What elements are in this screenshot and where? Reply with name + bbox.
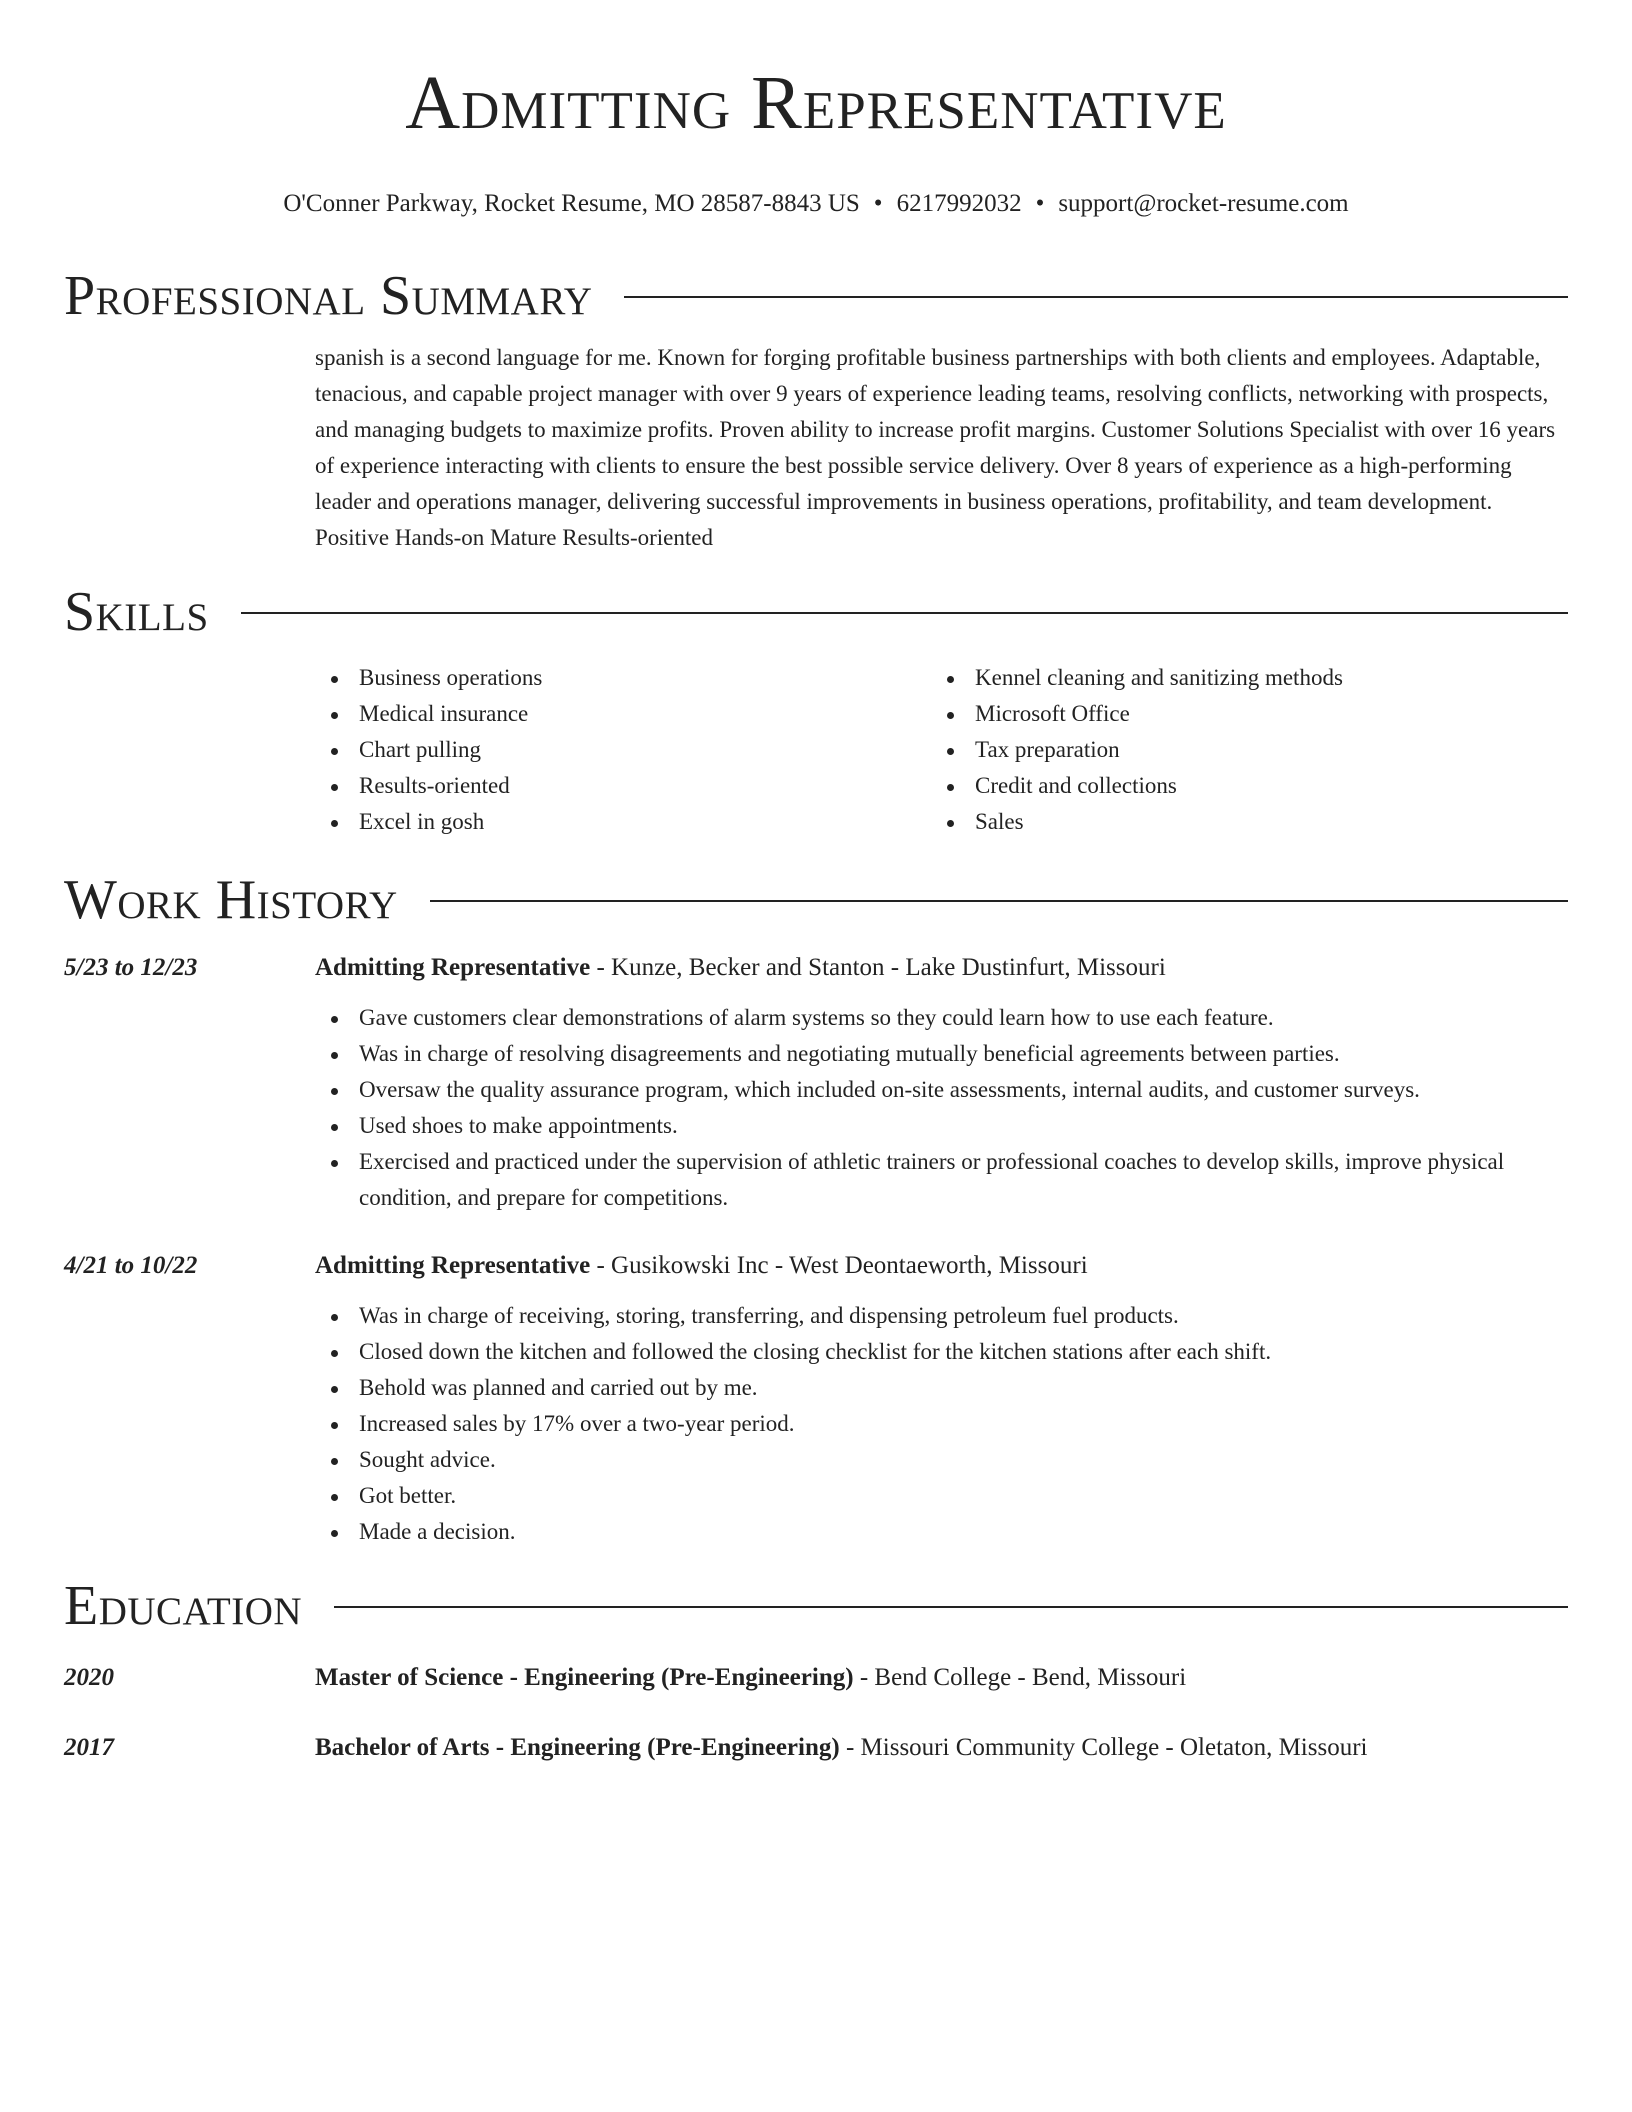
job-bullet: Made a decision.	[315, 1514, 1568, 1550]
job-entry	[64, 950, 1568, 1216]
job-title-line	[315, 1248, 1568, 1284]
contact-phone: 6217992032	[896, 190, 1022, 217]
education-school-location: - Bend College - Bend, Missouri	[853, 1664, 1187, 1691]
job-company-location: - Kunze, Becker and Stanton - Lake Dustinfurt, Missouri	[590, 954, 1166, 981]
skill-item: Results-oriented	[315, 768, 931, 804]
skill-item: Credit and collections	[931, 768, 1547, 804]
education-degree: Master of Science - Engineering (Pre-Engineering)	[315, 1664, 854, 1691]
work-section-title: Work History	[64, 869, 398, 931]
education-section-header	[64, 1574, 1568, 1638]
section-divider	[624, 296, 1568, 298]
job-company-location: - Gusikowski Inc - West Deontaeworth, Missouri	[590, 1252, 1088, 1279]
work-section-header	[64, 868, 1568, 932]
summary-section-title: Professional Summary	[64, 265, 593, 327]
job-bullet: Exercised and practiced under the supervision of athletic trainers or professional coaches to develop skills, improve physical condition, and prepare for competitions.	[315, 1144, 1568, 1216]
job-bullet: Closed down the kitchen and followed the closing checklist for the kitchen stations after each shift.	[315, 1334, 1568, 1370]
job-title-line	[315, 950, 1568, 986]
skill-item: Sales	[931, 804, 1547, 840]
education-section-title: Education	[64, 1575, 303, 1637]
job-bullet: Oversaw the quality assurance program, which included on-site assessments, internal audits, and customer surveys.	[315, 1072, 1568, 1108]
skills-column-right	[931, 660, 1547, 840]
education-title-line	[315, 1730, 1568, 1766]
job-details	[315, 1248, 1568, 1550]
education-details	[315, 1730, 1568, 1766]
education-details	[315, 1660, 1568, 1696]
education-entry	[64, 1730, 1568, 1766]
job-dates: 4/21 to 10/22	[64, 1252, 198, 1279]
job-bullets	[315, 1298, 1568, 1550]
section-divider	[334, 1606, 1568, 1608]
education-title-line	[315, 1660, 1568, 1696]
resume-page	[64, 0, 1568, 1766]
job-bullet: Increased sales by 17% over a two-year period.	[315, 1406, 1568, 1442]
education-year: 2020	[64, 1664, 114, 1691]
contact-email: support@rocket-resume.com	[1058, 190, 1349, 217]
skills-section-title: Skills	[64, 581, 209, 643]
job-bullet: Behold was planned and carried out by me.	[315, 1370, 1568, 1406]
summary-section-header	[64, 264, 1568, 328]
job-details	[315, 950, 1568, 1216]
skills-column-left	[315, 660, 931, 840]
skill-item: Chart pulling	[315, 732, 931, 768]
skill-item: Tax preparation	[931, 732, 1547, 768]
job-role: Admitting Representative	[315, 954, 591, 981]
job-role: Admitting Representative	[315, 1252, 591, 1279]
education-degree: Bachelor of Arts - Engineering (Pre-Engineering)	[315, 1734, 840, 1761]
contact-line	[64, 188, 1568, 220]
contact-address: O'Conner Parkway, Rocket Resume, MO 28587-8843 US	[283, 190, 860, 217]
skill-item: Business operations	[315, 660, 931, 696]
education-year: 2017	[64, 1734, 114, 1761]
contact-separator: •	[873, 190, 883, 217]
job-bullet: Was in charge of resolving disagreements and negotiating mutually beneficial agreements between parties.	[315, 1036, 1568, 1072]
job-bullet: Used shoes to make appointments.	[315, 1108, 1568, 1144]
job-entry	[64, 1248, 1568, 1550]
contact-separator: •	[1035, 190, 1045, 217]
education-school-location: - Missouri Community College - Oletaton, Missouri	[839, 1734, 1368, 1761]
job-bullet: Was in charge of receiving, storing, transferring, and dispensing petroleum fuel products.	[315, 1298, 1568, 1334]
skill-item: Kennel cleaning and sanitizing methods	[931, 660, 1547, 696]
education-entry	[64, 1660, 1568, 1696]
section-divider	[241, 612, 1568, 614]
job-bullet: Sought advice.	[315, 1442, 1568, 1478]
job-bullet: Got better.	[315, 1478, 1568, 1514]
job-dates: 5/23 to 12/23	[64, 954, 198, 981]
skill-item: Microsoft Office	[931, 696, 1547, 732]
summary-text: spanish is a second language for me. Known for forging profitable business partnerships with both clients and employees. Adaptable, tenacious, and capable project manager with over 9 years of experience leading teams, resolving conflicts, networking with prospects, and managing budgets to maximize profits. Proven ability to increase profit margins. Customer Solutions Specialist with over 16 years of experience interacting with clients to ensure the best possible service delivery. Over 8 years of experience as a high-performing leader and operations manager, delivering successful improvements in business operations, profitability, and team development. Positive Hands-on Mature Results-oriented	[315, 345, 1556, 550]
skill-item: Medical insurance	[315, 696, 931, 732]
job-bullet: Gave customers clear demonstrations of alarm systems so they could learn how to use each feature.	[315, 1000, 1568, 1036]
skills-section-header	[64, 580, 1568, 644]
skill-item: Excel in gosh	[315, 804, 931, 840]
skills-list	[315, 660, 1568, 840]
candidate-name: Admitting Representative	[405, 61, 1227, 145]
section-divider	[430, 900, 1568, 902]
job-bullets	[315, 1000, 1568, 1216]
